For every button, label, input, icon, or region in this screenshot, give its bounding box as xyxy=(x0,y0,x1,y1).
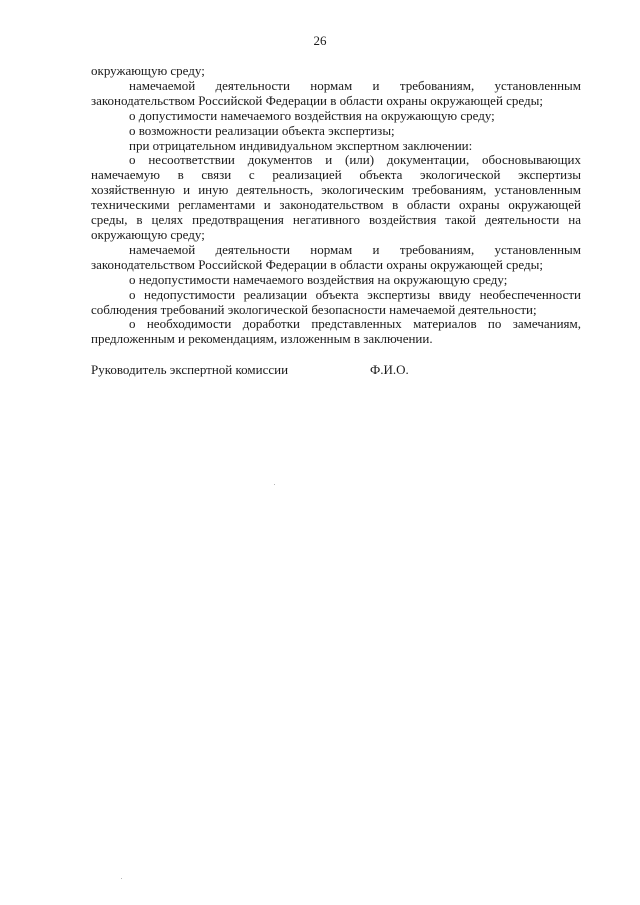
text-line: намечаемой деятельности нормам и требованиям, установленным xyxy=(129,77,581,93)
signature-block xyxy=(91,362,581,378)
text-line: о необходимости доработки представленных материалов по замечаниям, xyxy=(129,316,581,332)
text-line: намечаемой деятельности нормам и требованиям, установленным xyxy=(129,241,581,257)
text-line: предложенным и рекомендациям, изложенным в заключении. xyxy=(91,331,433,347)
text-line: при отрицательном индивидуальном экспертном заключении: xyxy=(129,137,473,153)
text-line: о возможности реализации объекта экспертизы; xyxy=(129,122,395,138)
text-line: о недопустимости намечаемого воздействия на окружающую среду; xyxy=(129,271,508,287)
text-line: намечаемую в связи с реализацией объекта экологической экспертизы xyxy=(91,167,581,183)
scan-speck xyxy=(274,484,275,485)
scan-speck xyxy=(121,878,122,879)
document-body xyxy=(91,64,581,347)
text-line: окружающую среду; xyxy=(91,63,205,78)
signature-title: Руководитель экспертной комиссии xyxy=(91,362,289,377)
text-line: о несоответствии документов и (или) документации, обосновывающих xyxy=(129,152,581,168)
text-line: о допустимости намечаемого воздействия на окружающую среду; xyxy=(129,107,495,123)
text-line: среды, в целях предотвращения негативного воздействия такой деятельности на xyxy=(91,212,581,228)
text-line: законодательством Российской Федерации в области охраны окружающей среды; xyxy=(91,92,543,108)
text-line: техническими регламентами и законодательством в области охраны окружающей xyxy=(91,197,581,213)
text-line: о недопустимости реализации объекта экспертизы ввиду необеспеченности xyxy=(129,286,581,302)
signature-name: Ф.И.О. xyxy=(370,362,409,377)
text-line: соблюдения требований экологической безопасности намечаемой деятельности; xyxy=(91,301,537,317)
text-line: законодательством Российской Федерации в области охраны окружающей среды; xyxy=(91,256,543,272)
text-line: хозяйственную и иную деятельность, экологическим требованиям, установленным xyxy=(91,182,581,198)
page-number: 26 xyxy=(313,33,327,48)
text-line: окружающую среду; xyxy=(91,226,205,242)
